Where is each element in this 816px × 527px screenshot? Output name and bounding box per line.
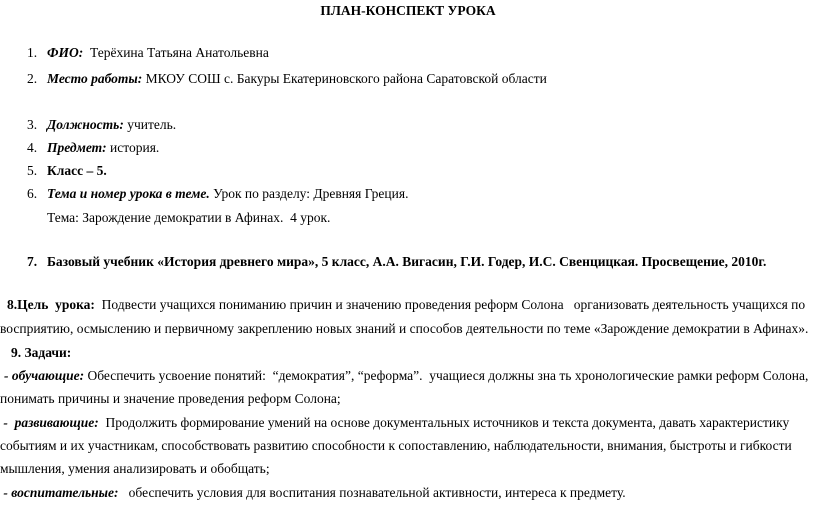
item-label: ФИО: bbox=[47, 45, 84, 60]
goal-line-2: восприятию, осмыслению и первичному закреплению новых знаний и способов деятельности по теме «Зарождение демократии в Афинах». bbox=[0, 321, 809, 336]
developing-label: - развивающие: bbox=[0, 415, 99, 430]
goal-label: 8.Цель урока: bbox=[7, 297, 95, 312]
upbringing-text: обеспечить условия для воспитания познавательной активности, интереса к предмету. bbox=[118, 485, 626, 500]
teaching-line-1 bbox=[4, 367, 816, 385]
developing-text: Продолжить формирование умений на основе документальных источников и текста документа, давать характеристику bbox=[98, 415, 790, 430]
item-text: учитель. bbox=[123, 117, 177, 132]
item-number: 2. bbox=[27, 71, 38, 86]
teaching-line-2: понимать причины и значение проведения реформ Солона; bbox=[0, 391, 341, 406]
developing-line-1 bbox=[0, 414, 812, 432]
item-label: Тема и номер урока в теме. bbox=[47, 186, 210, 201]
developing-line-2: событиям и их участникам, способствовать развитию способности к сопоставлению, наблюдательности, внимания, быстроты и гибкости bbox=[0, 438, 792, 453]
item-text: Терёхина Татьяна Анатольевна bbox=[83, 45, 269, 60]
upbringing-line-1 bbox=[0, 484, 812, 502]
page-title: ПЛАН-КОНСПЕКТ УРОКА bbox=[320, 3, 496, 18]
topic-text: Тема: Зарождение демократии в Афинах. 4 урок. bbox=[47, 210, 331, 225]
item-text: история. bbox=[106, 140, 160, 155]
item-label: Предмет: bbox=[47, 140, 107, 155]
item-number: 7. bbox=[27, 254, 38, 269]
tasks-label bbox=[11, 344, 816, 362]
developing-line-3: мышления, умения анализировать и обобщать; bbox=[0, 461, 270, 476]
goal-line-1 bbox=[7, 296, 816, 314]
item-label: Класс – 5. bbox=[47, 163, 107, 178]
upbringing-label: - воспитательные: bbox=[0, 485, 119, 500]
tasks-heading: 9. Задачи: bbox=[11, 345, 72, 360]
teaching-label: - обучающие: bbox=[4, 368, 85, 383]
teaching-text: Обеспечить усвоение понятий: “демократия”, “реформа”. учащиеся должны зна ть хронологические рамки реформ Солона, bbox=[84, 368, 809, 383]
item-label: Должность: bbox=[47, 117, 124, 132]
item-label: Место работы: bbox=[47, 71, 143, 86]
item-number: 3. bbox=[27, 117, 38, 132]
item-number: 6. bbox=[27, 186, 38, 201]
item-text: МКОУ СОШ с. Бакуры Екатериновского района Саратовской области bbox=[142, 71, 547, 86]
item-number: 4. bbox=[27, 140, 38, 155]
item-number: 1. bbox=[27, 45, 38, 60]
item-text: Урок по разделу: Древняя Греция. bbox=[209, 186, 409, 201]
item-number: 5. bbox=[27, 163, 38, 178]
textbook-text: Базовый учебник «История древнего мира», 5 класс, А.А. Вигасин, Г.И. Годер, И.С. Свенцицкая. Просвещение, 2010г. bbox=[47, 254, 767, 269]
goal-text: Подвести учащихся пониманию причин и значению проведения реформ Солона организовать деятельность учащихся по bbox=[94, 297, 806, 312]
